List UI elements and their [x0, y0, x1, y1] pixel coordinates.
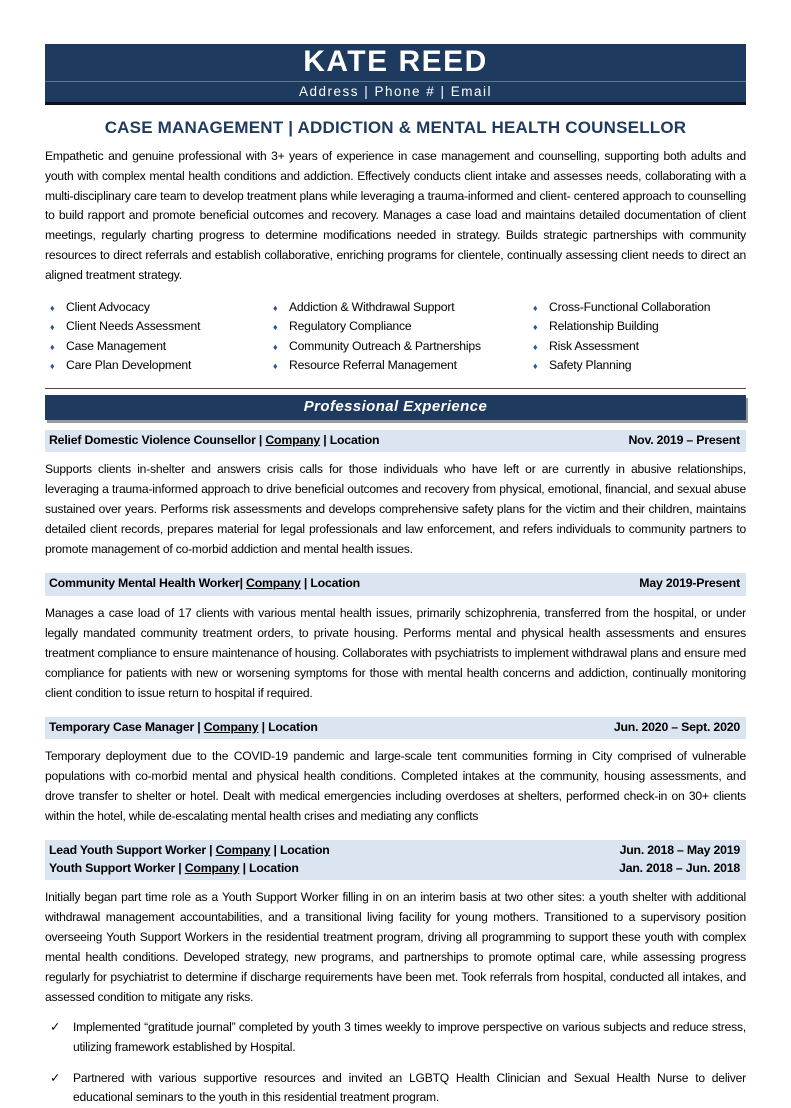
job-dates: Jan. 2018 – Jun. 2018 [619, 860, 740, 875]
job-title-line [49, 575, 740, 593]
job-location: Location [279, 843, 330, 858]
skill-label: Addiction & Withdrawal Support [289, 299, 455, 314]
skills-column-2 [268, 298, 528, 376]
separator: | [239, 576, 247, 591]
skill-label: Care Plan Development [66, 358, 192, 373]
job-location: Location [310, 576, 360, 591]
job-description: Manages a case load of 17 clients with various mental health issues, primarily schizophrenia, transferred from the hospital, or under legally mandated community treatment orders, to private housing. Performs mental and physical health assessments and ensures treatment compliance to ensure maintenance of housing. Collaborates with psychiatrists to implement withdrawal plans and ensure med compliance for patients with new or worsening symptoms for those with mental health concerns and addiction, continually monitoring client condition to issue return to hospital if required. [45, 605, 746, 700]
skill-label: Relationship Building [549, 319, 659, 334]
diamond-bullet-icon: ♦ [273, 341, 278, 352]
job-title-line [49, 719, 740, 737]
skill-label: Cross-Functional Collaboration [549, 299, 711, 314]
job-location: Location [268, 719, 318, 734]
skill-label: Case Management [66, 338, 166, 353]
skill-label: Resource Referral Management [289, 358, 457, 373]
job-header-band [45, 573, 746, 596]
skill-label: Client Advocacy [66, 299, 150, 314]
job-role: Community Mental Health Worker [49, 576, 240, 591]
diamond-bullet-icon: ♦ [50, 302, 55, 313]
achievement-text: Implemented “gratitude journal” completed by youth 3 times weekly to improve perspective on various subjects and reduce stress, utilizing framework established by Hospital. [73, 1020, 746, 1054]
separator: | [255, 432, 266, 447]
job-company: Company [184, 860, 240, 875]
separator: | [270, 843, 280, 858]
job-dates: Jun. 2020 – Sept. 2020 [613, 719, 740, 734]
header-name-band [45, 44, 746, 81]
job-location: Location [249, 860, 299, 875]
diamond-bullet-icon: ♦ [533, 322, 538, 333]
job-title-line [49, 860, 740, 878]
skill-item [45, 317, 268, 337]
diamond-bullet-icon: ♦ [50, 361, 55, 372]
skills-list [45, 296, 746, 389]
job-description: Supports clients in-shelter and answers crisis calls for those individuals who have left or are currently in abusive relationships, leveraging a trauma-informed approach to drive beneficial outcomes and recovery from physical, emotional, financial, and sexual abuse sustained over years. Performs risk assessments and develops comprehensive safety plans for the victim and their children, maintains detailed client records, prepares material for legal professionals and law enforcement, and refers individuals to community partners to promote management of co-morbid addiction and mental health issues. [45, 462, 746, 557]
section-header-professional-experience: Professional Experience [45, 395, 746, 420]
diamond-bullet-icon: ♦ [273, 361, 278, 372]
achievement-item [45, 1069, 746, 1108]
job-header-band [45, 430, 746, 453]
job-title-line [49, 432, 740, 450]
achievement-item [45, 1018, 746, 1058]
separator: | [258, 719, 269, 734]
skill-label: Community Outreach & Partnerships [289, 338, 481, 353]
page-title: CASE MANAGEMENT | ADDICTION & MENTAL HEALTH COUNSELLOR [104, 118, 687, 137]
job-header-band [45, 717, 746, 740]
job-title-line [49, 842, 740, 860]
skill-item [45, 356, 268, 376]
job-role: Lead Youth Support Worker [49, 843, 206, 858]
job-role: Temporary Case Manager [49, 719, 195, 734]
achievement-list [45, 1018, 746, 1108]
job-title-left [49, 842, 330, 860]
diamond-bullet-icon: ♦ [273, 322, 278, 333]
summary-text: Empathetic and genuine professional with 3+ years of experience in case management and counselling, supporting both adults and youth with complex mental health conditions and addiction. Effectively conducts client intake and assesses needs, collaborating with a multi-disciplinary care team to develop treatment plans while leveraging a trauma-informed and client- centered approach to counselling to build rapport and promote beneficial outcomes and recovery. Manages a case load and maintains detailed documentation of client meetings, regularly charting progress to determine modifications needed in strategy. Builds strategic partnerships with community resources to direct referrals and establish collaborative, enriching programs for clientele, continually assessing client needs to direct an aligned treatment strategy. [45, 149, 746, 282]
skill-label: Safety Planning [549, 358, 632, 373]
job-entry [45, 840, 746, 1108]
checkmark-icon: ✓ [50, 1070, 61, 1085]
job-dates: Jun. 2018 – May 2019 [619, 843, 740, 858]
skills-column-3 [528, 298, 746, 376]
job-title-left [49, 432, 379, 450]
skill-item [268, 337, 528, 357]
skill-item [268, 317, 528, 337]
skill-label: Client Needs Assessment [66, 319, 201, 334]
header-contact-band [45, 81, 746, 105]
separator: | [205, 843, 216, 858]
diamond-bullet-icon: ♦ [533, 361, 538, 372]
checkmark-icon: ✓ [50, 1020, 61, 1035]
job-description: Temporary deployment due to the COVID-19 pandemic and large-scale tent communities forming in City comprised of vulnerable populations with co-morbid mental and physical health conditions. Completed intakes at the community, housing assessments, and drove transfer to shelter or hotel. Dealt with medical emergencies including overdoses at shelters, performed check-in on 30+ clients within the hotel, while de-escalating mental health crises and mediating any conflicts [45, 749, 746, 824]
skill-label: Risk Assessment [549, 338, 639, 353]
job-role: Relief Domestic Violence Counsellor [49, 432, 256, 447]
achievement-text: Partnered with various supportive resources and invited an LGBTQ Health Clinician and Sexual Health Nurse to deliver educational seminars to the youth in this residential treatment program. [73, 1070, 746, 1105]
job-entry [45, 717, 746, 827]
separator: | [300, 576, 311, 591]
job-entry [45, 573, 746, 703]
separator: | [175, 860, 185, 875]
job-company: Company [203, 719, 259, 734]
diamond-bullet-icon: ♦ [50, 322, 55, 333]
job-dates: May 2019-Present [639, 576, 740, 591]
diamond-bullet-icon: ♦ [273, 302, 278, 313]
skill-item [45, 337, 268, 357]
diamond-bullet-icon: ♦ [533, 302, 538, 313]
job-company: Company [246, 576, 301, 591]
skill-item [528, 317, 746, 337]
skill-item [528, 337, 746, 357]
job-title-left [49, 719, 318, 737]
diamond-bullet-icon: ♦ [50, 341, 55, 352]
skill-item [268, 356, 528, 376]
diamond-bullet-icon: ♦ [533, 341, 538, 352]
job-dates: Nov. 2019 – Present [628, 432, 740, 447]
job-title-left [49, 575, 360, 593]
separator: | [239, 860, 250, 875]
job-description: Initially began part time role as a Youth Support Worker filling in on an interim basis at two other sites: a youth shelter with additional withdrawal management accountabilities, and a transitional living facility for young mothers. Transitioned to a supervisory position overseeing Youth Support Workers in the residential treatment program, driving all programming to support these youth with complex mental health conditions. Developed strategy, new programs, and partnerships to promote optimal care, while assessing progress regularly for psychiatrist to determine if discharge requirements have been met. Took referrals from hospital, conducted all intakes, and assessed condition to mitigate any risks. [45, 890, 746, 1005]
skill-item [45, 298, 268, 318]
separator: | [194, 719, 204, 734]
job-title-left [49, 860, 299, 878]
skills-column-1 [45, 298, 268, 376]
skill-item [528, 356, 746, 376]
resume-header [45, 44, 746, 105]
person-name: KATE REED [303, 45, 488, 78]
skill-item [528, 298, 746, 318]
job-company: Company [215, 843, 271, 858]
job-header-band [45, 840, 746, 880]
job-location: Location [329, 432, 380, 447]
job-company: Company [265, 432, 320, 447]
contact-info: Address | Phone # | Email [298, 84, 493, 99]
separator: | [320, 432, 330, 447]
job-entry [45, 430, 746, 560]
skill-item [268, 298, 528, 318]
skill-label: Regulatory Compliance [289, 319, 412, 334]
job-role: Youth Support Worker [49, 860, 176, 875]
